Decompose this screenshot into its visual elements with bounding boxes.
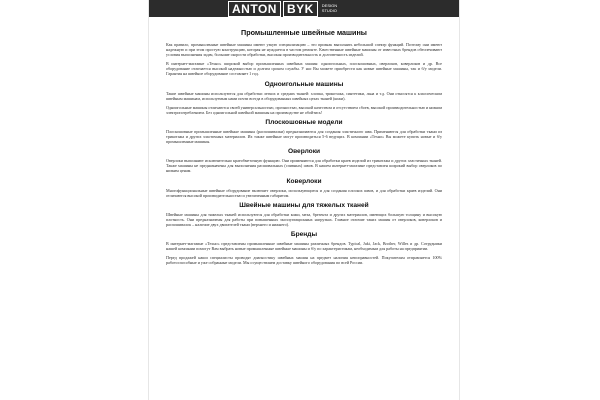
document-page [149,0,459,400]
logo-right-word: BYK [283,1,318,17]
section-single-needle-paragraph-1: Такие швейные машины используются для обработки легких и средних тканей: хлопка, трикотажа, синтетики, льна и т.д. Они относятся к классическим швейным машинам, используемым нами почти всегда в оборудованных швейных цехах тканей (кожи). [166,90,442,101]
section-title-coverlocks: Коверлоки [286,177,322,185]
logo-left-word: ANTON [228,1,281,17]
section-overlocks-paragraph: Оверлоки выполняют исключительно краеобметочную функцию. Они применяются для обработки краев изделий из трикотажа и других эластичных тканей. Также машины не предназначены для выполнения расшивальных (спивных) швов. В нашем интернет-магазине представлен широкий выбор оверлоков по низким ценам. [166,158,442,174]
section-flatseam-paragraph: Плоскошовные промышленные швейные машины (распошивалки) предназначаются для создания эластичного шва. Применяются для обработки ткани из трикотажа и других эластичных материалов. Их также швейные могут производиться 5-6 ведущих. В компании «Техно» Вы можете купить новые и б/у промышленные машины. [166,128,442,145]
intro-paragraph-1: Как правило, промышленные швейные машины имеют узкую специализацию – это признак выполнять небольшой спектр функций. Поэтому они имеют надежную и при этом простую конструкцию, которая не нуждается в частом ремонте. Качественные швейные машины от известных брендов обеспечивают условия выполнения задач, большие скорости обработки, высокая производительность и долговечность изделий. [166,42,442,58]
section-brands-paragraph-2: Перед продажей наши специалисты проводят диагностику швейных машин на предмет наличия неисправностей. Покупателям отправляется 100% работоспособные и уже собранные модели. Мы осуществляем доставку швейного оборудования по всей России. [166,255,442,266]
article-title: Промышленные швейные машины [241,28,367,37]
logo-sub-line2: STUDIO [321,7,337,13]
section-title-flatseam: Плоскошовные модели [265,118,343,126]
intro-paragraph-2: В интернет-магазине «Техно» широкий выбор промышленных швейных машин: одноигольных, плоскошовных, оверлоков, коверлоков и др. Все оборудование отличается высокой надежностью и долгим сроком службы. У нас Вы можете приобрести как новые швейные машины, так и б/у модели. Гарантия на швейное оборудование составляет 1 год. [166,61,442,77]
section-title-single-needle: Одноигольные машины [264,80,344,88]
logo-subtitle [322,4,337,13]
section-title-overlocks: Оверлоки [287,148,321,156]
section-title-brands: Бренды [290,230,318,238]
section-single-needle-paragraph-2: Одноигольные машины отличаются своей универсальностью, прочностью, высокой качеством и отсутствием сбоев, высокой производительностью и низким электропотреблением. Без одноигольной швейной машины на производстве не обойтись! [166,104,442,115]
header-bar [149,0,459,17]
brand-logo[interactable] [228,0,337,17]
logo-sub-line1: DESIGN [321,3,338,8]
section-title-heavy-fabrics: Швейные машины для тяжелых тканей [239,201,369,209]
section-coverlocks-paragraph: Многофункциональные швейные оборудование включает оверлоки, использующиеся и для создания плоских швов, и для обработки краев изделий. Они отличаются высокой производительностью и увеличенным габаритом. [166,187,442,198]
article-content [166,28,442,269]
section-heavy-fabrics-paragraph: Швейные машины для тяжелых тканей используются для обработки кожи, меха, брезента и других материалов, имеющих большую толщину и высокую плотность. Они предназначены для работы при повышенных эксплуатационных нагрузках. Главное отличие таких машин от оверлоков, коверлоков и распошивалок – наличие двух двигателей ткани (верхнего и нижнего). [166,211,442,227]
section-brands-paragraph-1: В интернет-магазине «Техно» представлены промышленные швейные машины различных брендов. Typical, Juki, Jack, Brother, Willes и др. Сотрудники нашей компании помогут Вам выбрать новые промышленные швейные машины и б/у по характеристикам, необходимым для работы на предприятии. [166,240,442,252]
